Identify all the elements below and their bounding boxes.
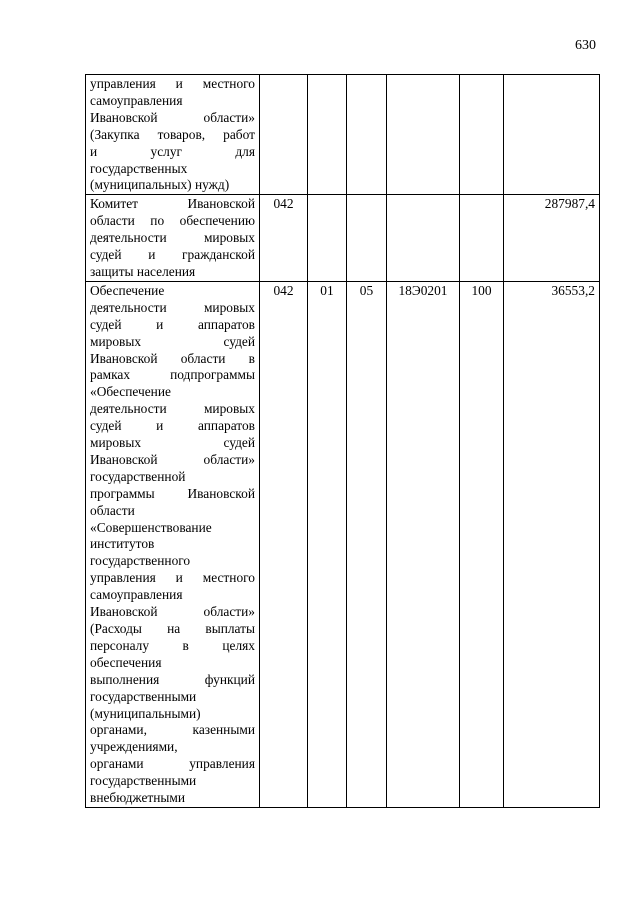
cell-subsection-code [347,195,387,282]
description-line: области по обеспечению [90,213,255,229]
cell-ministry-code: 042 [260,281,308,807]
description-line: государственного [90,553,191,569]
description-line: мировых судей [90,435,255,451]
description-line: (Закупка товаров, работ [90,126,255,142]
description-line: судей и аппаратов [90,418,255,434]
description-line: государственной [90,468,186,484]
description-line: учреждениями, [90,739,178,755]
description-line: деятельности мировых [90,230,255,246]
description-line: мировых судей [90,333,255,349]
table-row [86,195,600,282]
description-line: «Обеспечение [90,384,171,400]
description-line: судей и гражданской [90,247,255,263]
description-line: Обеспечение [90,282,165,298]
description-line: и услуг для [90,143,255,159]
description-line: «Совершенствование [90,519,212,535]
description-line: персоналу в целях [90,637,255,653]
description-line: институтов [90,536,155,552]
description-line: обеспечения [90,654,162,670]
cell-amount: 36553,2 [504,281,600,807]
cell-section-code: 01 [308,281,347,807]
cell-amount [504,75,600,195]
description-line: управления и местного [90,570,255,586]
cell-description [86,75,260,195]
description-line: защиты населения [90,263,196,279]
description-line: (Расходы на выплаты [90,621,255,636]
cell-target-article: 18Э0201 [387,281,460,807]
cell-expense-type [460,75,504,195]
description-line: государственными [90,688,197,704]
description-line: (муниципальных) нужд) [90,177,230,193]
cell-amount: 287987,4 [504,195,600,282]
cell-expense-type: 100 [460,281,504,807]
cell-expense-type [460,195,504,282]
description-line: самоуправления [90,92,183,108]
description-line: (муниципальными) [90,705,201,721]
description-line: Ивановской области» [90,604,255,620]
description-line: Комитет Ивановской [90,196,255,212]
budget-table [85,74,600,808]
cell-section-code [308,195,347,282]
page-number: 630 [575,38,596,53]
description-line: самоуправления [90,587,183,603]
description-line: Ивановской области» [90,451,255,467]
description-line: выполнения функций [90,671,255,687]
cell-description [86,281,260,807]
cell-ministry-code [260,75,308,195]
cell-subsection-code [347,75,387,195]
description-line: программы Ивановской [90,485,255,501]
cell-section-code [308,75,347,195]
description-line: внебюджетными [90,790,186,806]
table-body [86,75,600,808]
cell-ministry-code: 042 [260,195,308,282]
description-line: деятельности мировых [90,299,255,315]
table-row [86,281,600,807]
description-line: деятельности мировых [90,401,255,417]
cell-description [86,195,260,282]
description-line: рамках подпрограммы [90,367,255,383]
description-line: государственных [90,160,188,176]
description-line: государственными [90,773,197,789]
description-line: Ивановской области в [90,350,255,366]
description-line: управления и местного [90,76,255,91]
cell-target-article [387,195,460,282]
cell-subsection-code: 05 [347,281,387,807]
description-line: органами, казенными [90,722,255,738]
table-row [86,75,600,195]
description-line: Ивановской области» [90,109,255,125]
cell-target-article [387,75,460,195]
description-line: судей и аппаратов [90,316,255,332]
description-line: органами управления [90,756,255,772]
description-line: области [90,502,135,518]
